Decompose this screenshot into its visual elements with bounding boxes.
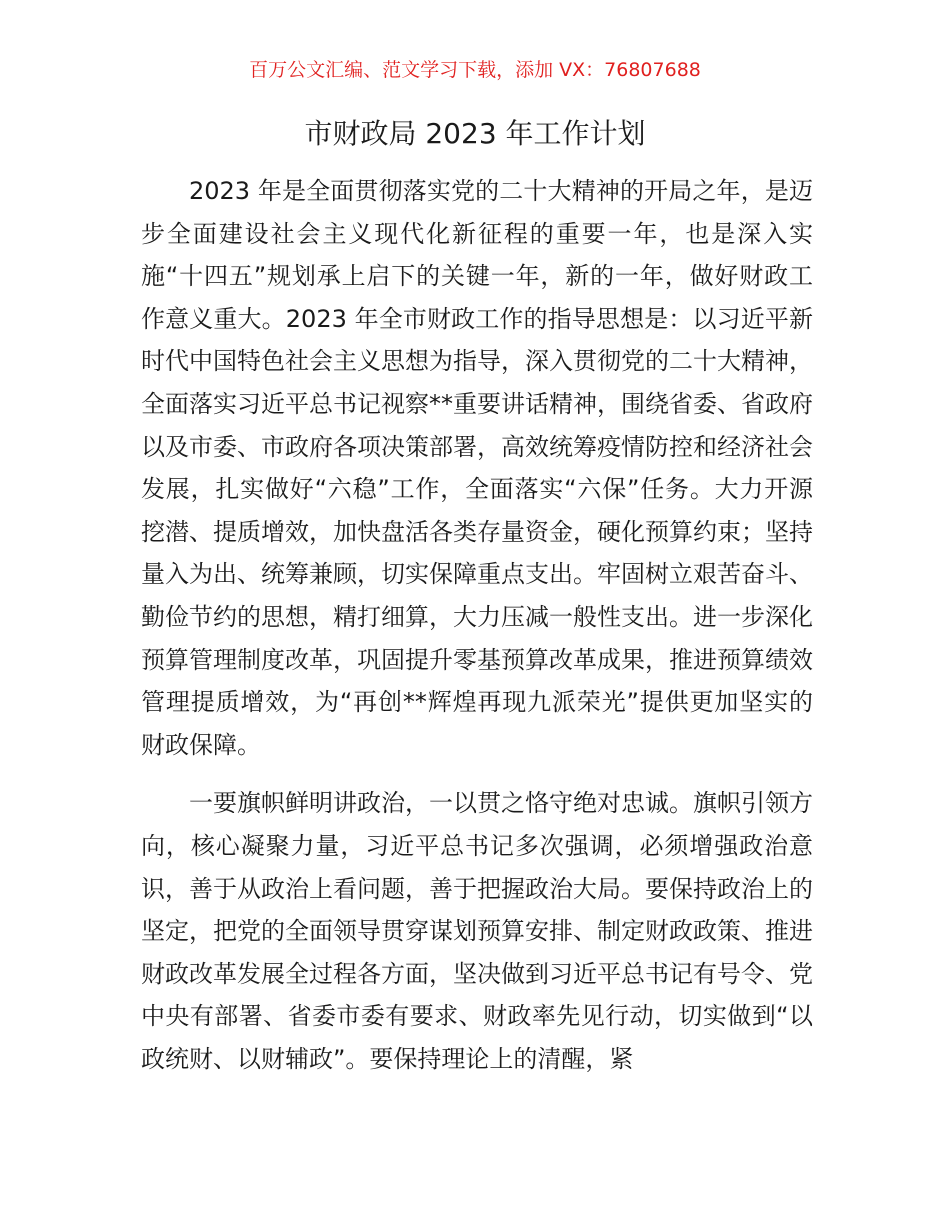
- paragraph-intro: 2023 年是全面贯彻落实党的二十大精神的开局之年，是迈步全面建设社会主义现代化新征程的重要一年，也是深入实施“十四五”规划承上启下的关键一年，新的一年，做好财政工作意义重大。2023 年全市财政工作的指导思想是：以习近平新时代中国特色社会主义思想为指导，深入贯彻党的二十大精神，全面落实习近平总书记视察**重要讲话精神，围绕省委、省政府以及市委、市政府各项决策部署，高效统筹疫情防控和经济社会发展，扎实做好“六稳”工作，全面落实“六保”任务。大力开源挖潜、提质增效，加快盘活各类存量资金，硬化预算约束；坚持量入为出、统筹兼顾，切实保障重点支出。牢固树立艰苦奋斗、勤俭节约的思想，精打细算，大力压减一般性支出。进一步深化预算管理制度改革，巩固提升零基预算改革成果，推进预算绩效管理提质增效，为“再创**辉煌再现九派荣光”提供更加坚实的财政保障。: [141, 177, 813, 759]
- paragraph-politics: 一要旗帜鲜明讲政治，一以贯之恪守绝对忠诚。旗帜引领方向，核心凝聚力量，习近平总书记多次强调，必须增强政治意识，善于从政治上看问题，善于把握政治大局。要保持政治上的坚定，把党的全面领导贯穿谋划预算安排、制定财政政策、推进财政改革发展全过程各方面，坚决做到习近平总书记有号令、党中央有部署、省委市委有要求、财政率先见行动，切实做到“以政统财、以财辅政”。要保持理论上的清醒，紧: [141, 789, 813, 1073]
- document-title: 市财政局 2023 年工作计划: [304, 117, 646, 150]
- header-note: 百万公文汇编、范文学习下载，添加 VX：76807688: [249, 59, 701, 81]
- document-body: [141, 170, 813, 1080]
